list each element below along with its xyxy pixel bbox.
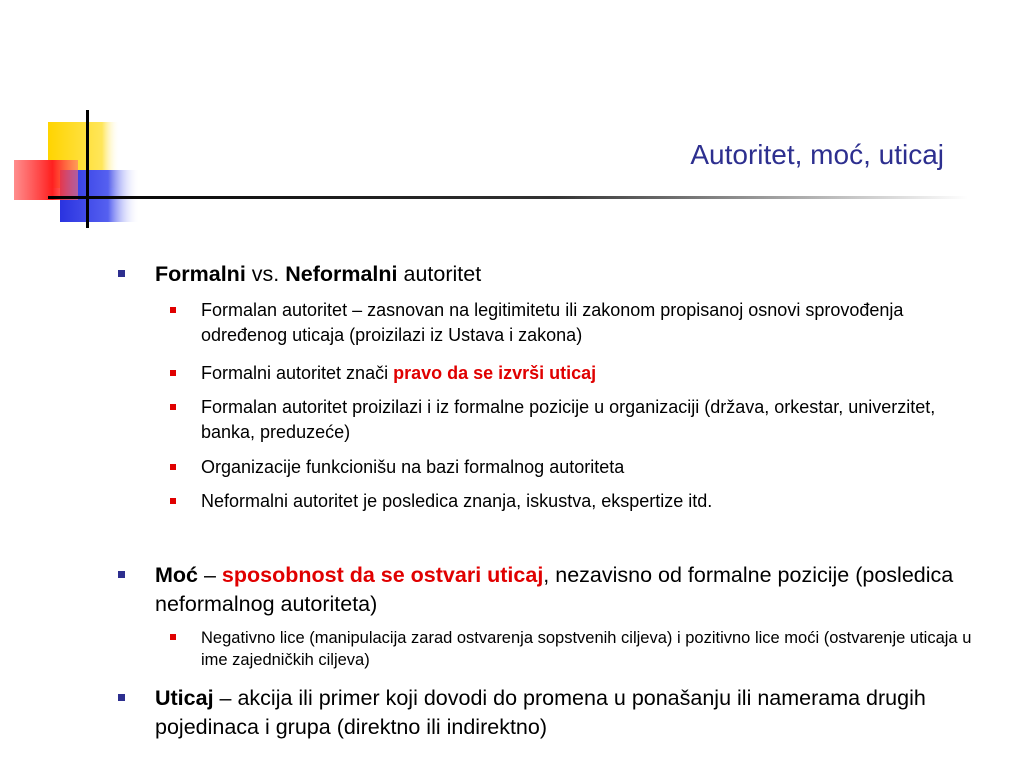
text-segment: Formalni autoritet znači (201, 363, 394, 383)
sub-bullet (170, 298, 980, 348)
red-square-bullet-icon (170, 464, 176, 470)
text-segment: – (198, 563, 222, 587)
bold-term: Uticaj (155, 686, 214, 710)
red-square-bullet-icon (170, 634, 176, 640)
sub-bullet (170, 455, 980, 480)
sub-bullet-text (201, 361, 980, 386)
emphasis-text: sposobnost da se ostvari uticaj (221, 563, 544, 587)
sub-bullet-text: Neformalni autoritet je posledica znanja, iskustva, ekspertize itd. (201, 491, 713, 511)
sub-bullet (170, 395, 980, 445)
sub-bullet-text: Negativno lice (manipulacija zarad ostvarenja sopstvenih ciljeva) i pozitivno lice moći (ostvarenje uticaja u ime zajedničkih ciljeva) (201, 629, 972, 669)
bullet-text (155, 561, 978, 619)
bullet-moc (118, 561, 978, 619)
blue-square-bullet-icon (118, 694, 125, 701)
page-title: Autoritet, moć, uticaj (690, 139, 944, 170)
sub-bullet (170, 489, 980, 514)
bold-term: Formalni (155, 262, 246, 286)
bold-term: Moć (155, 563, 198, 587)
blue-square-bullet-icon (118, 571, 125, 578)
sub-bullet-text: Formalan autoritet proizilazi i iz formalne pozicije u organizaciji (država, orkestar, univerzitet, banka, preduzeće) (201, 397, 936, 442)
text-segment: – akcija ili primer koji dovodi do promena u ponašanju ili namerama drugih pojedinaca i grupa (direktno ili indirektno) (155, 686, 926, 739)
bullet-text (155, 260, 978, 289)
text-segment: autoritet (397, 262, 482, 286)
sub-bullet-text: Formalan autoritet – zasnovan na legitimitetu ili zakonom propisanoj osnovi sprovođenja određenog uticaja (proizilazi iz Ustava i zakona) (201, 300, 904, 345)
sub-bullet (170, 627, 980, 671)
sub-bullet (170, 361, 980, 386)
red-square-bullet-icon (170, 370, 176, 376)
sub-bullet-text: Organizacije funkcionišu na bazi formalnog autoriteta (201, 457, 625, 477)
text-segment: , nezavisno od formalne pozicije (posledica neformalnog autoriteta) (155, 563, 954, 616)
red-square-bullet-icon (170, 404, 176, 410)
red-square-bullet-icon (170, 307, 176, 313)
emphasis-text: pravo da se izvrši uticaj (393, 363, 597, 383)
bullet-uticaj (118, 684, 978, 742)
bullet-text (155, 684, 978, 742)
text-segment: vs. (245, 262, 286, 286)
blue-square-bullet-icon (118, 270, 125, 277)
bold-term: Neformalni (285, 262, 398, 286)
bullet-formalni-neformalni (118, 260, 978, 289)
red-square-bullet-icon (170, 498, 176, 504)
